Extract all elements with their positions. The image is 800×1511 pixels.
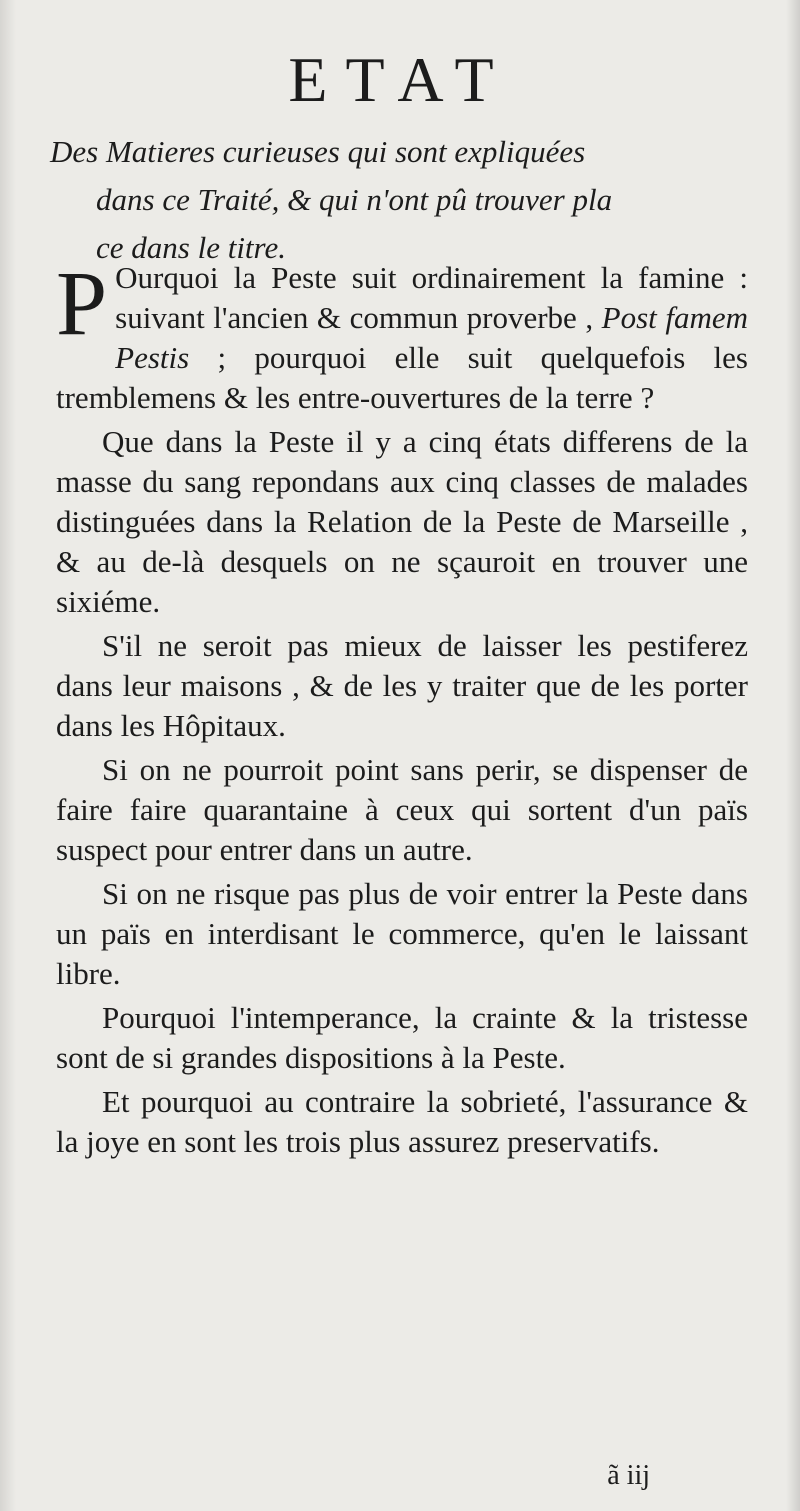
latin-proverb: Post famem Pestis (115, 300, 748, 375)
paragraph: S'il ne seroit pas mieux de laisser les pestiferez dans leur maisons , & de les y traiter que de les porter dans les Hôpitaux. (56, 628, 748, 743)
subtitle-line: ce dans le titre. (96, 230, 286, 265)
paragraph: Si on ne pourroit point sans perir, se dispenser de faire faire quarantaine à ceux qui sortent d'un païs suspect pour entrer dans un autre. (56, 752, 748, 867)
paragraph-text: Ourquoi la Peste suit ordinairement la famine : suivant l'ancien & commun proverbe , (115, 260, 748, 335)
body-text (56, 252, 748, 1166)
subtitle-line: dans ce Traité, & qui n'ont pû trouver pla (96, 182, 613, 217)
paragraph: Et pourquoi au contraire la sobrieté, l'assurance & la joye en sont les trois plus assurez preservatifs. (56, 1084, 748, 1159)
drop-cap: P (56, 252, 108, 354)
paragraph: Que dans la Peste il y a cinq états differens de la masse du sang repondans aux cinq classes de malades distinguées dans la Relation de la Peste de Marseille , & au de-là desquels on ne sçauroit en trouver une sixiéme. (56, 424, 748, 619)
paragraph: Si on ne risque pas plus de voir entrer la Peste dans un païs en interdisant le commerce, qu'en le laissant libre. (56, 876, 748, 991)
paragraph-text: ; pourquoi elle suit quelquefois les tremblemens & les entre-ouvertures de la terre ? (56, 340, 748, 415)
paragraph (56, 252, 748, 418)
subtitle-line: Des Matieres curieuses qui sont expliquées (50, 134, 586, 169)
page-subtitle (50, 128, 750, 272)
paragraph: Pourquoi l'intemperance, la crainte & la tristesse sont de si grandes dispositions à la Peste. (56, 1000, 748, 1075)
signature-mark: ã iij (607, 1460, 650, 1491)
page-title: ETAT (288, 44, 512, 115)
